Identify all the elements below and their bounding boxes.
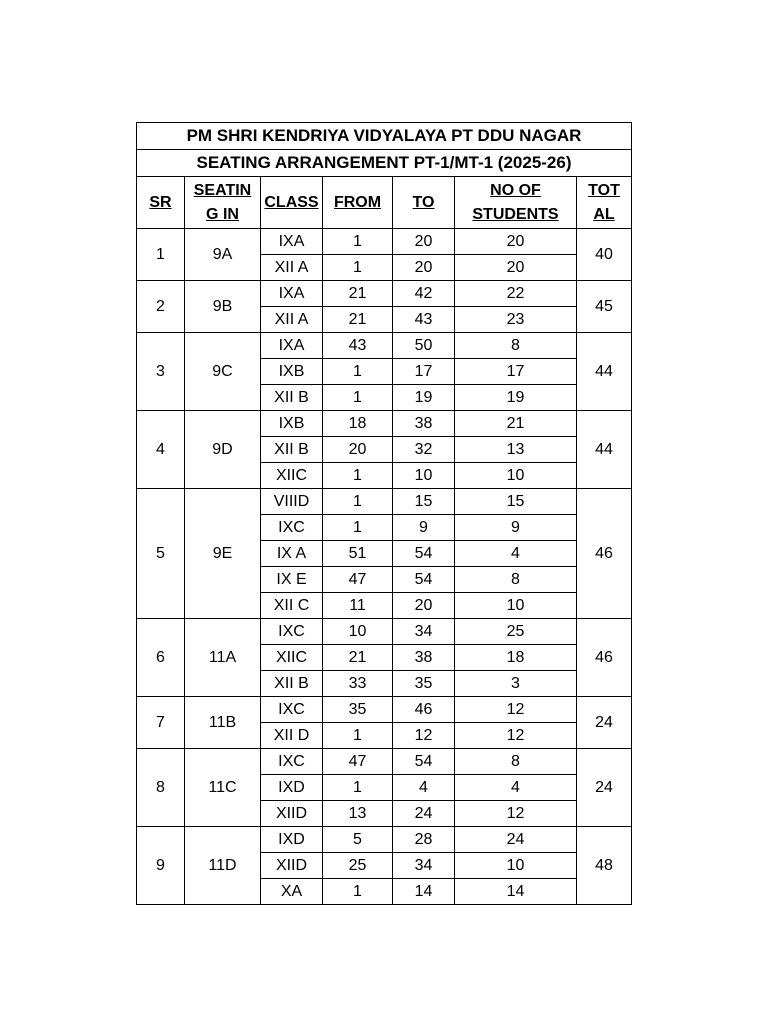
- class-cell: IXC: [261, 697, 323, 723]
- from-cell: 51: [323, 541, 393, 567]
- from-cell: 1: [323, 359, 393, 385]
- class-cell: XII A: [261, 307, 323, 333]
- to-cell: 9: [393, 515, 455, 541]
- class-cell: VIIID: [261, 489, 323, 515]
- class-cell: XII B: [261, 437, 323, 463]
- from-cell: 1: [323, 515, 393, 541]
- student-count-cell: 17: [455, 359, 577, 385]
- total-cell: 46: [577, 489, 632, 619]
- from-cell: 1: [323, 723, 393, 749]
- student-count-cell: 8: [455, 567, 577, 593]
- table-row: [137, 749, 632, 775]
- to-cell: 24: [393, 801, 455, 827]
- from-cell: 5: [323, 827, 393, 853]
- student-count-cell: 10: [455, 853, 577, 879]
- class-cell: XII B: [261, 385, 323, 411]
- table-row: [137, 827, 632, 853]
- class-cell: XII A: [261, 255, 323, 281]
- sr-cell: 1: [137, 229, 185, 281]
- total-cell: 48: [577, 827, 632, 905]
- header-from: FROM: [323, 177, 393, 229]
- to-cell: 32: [393, 437, 455, 463]
- from-cell: 13: [323, 801, 393, 827]
- from-cell: 1: [323, 879, 393, 905]
- total-cell: 45: [577, 281, 632, 333]
- title-row-2: [137, 150, 632, 177]
- to-cell: 50: [393, 333, 455, 359]
- from-cell: 11: [323, 593, 393, 619]
- to-cell: 12: [393, 723, 455, 749]
- from-cell: 10: [323, 619, 393, 645]
- to-cell: 10: [393, 463, 455, 489]
- from-cell: 1: [323, 489, 393, 515]
- header-row: [137, 177, 632, 229]
- sr-cell: 8: [137, 749, 185, 827]
- from-cell: 21: [323, 645, 393, 671]
- class-cell: IXC: [261, 749, 323, 775]
- room-cell: 11C: [185, 749, 261, 827]
- sr-cell: 7: [137, 697, 185, 749]
- table-row: [137, 489, 632, 515]
- header-seating-in: SEATIN G IN: [185, 177, 261, 229]
- student-count-cell: 3: [455, 671, 577, 697]
- to-cell: 20: [393, 255, 455, 281]
- class-cell: IXA: [261, 281, 323, 307]
- class-cell: IXB: [261, 359, 323, 385]
- class-cell: IXD: [261, 775, 323, 801]
- sr-cell: 5: [137, 489, 185, 619]
- class-cell: XII C: [261, 593, 323, 619]
- to-cell: 20: [393, 229, 455, 255]
- table-row: [137, 281, 632, 307]
- room-cell: 11B: [185, 697, 261, 749]
- from-cell: 47: [323, 749, 393, 775]
- table-row: [137, 697, 632, 723]
- student-count-cell: 23: [455, 307, 577, 333]
- sr-cell: 9: [137, 827, 185, 905]
- to-cell: 38: [393, 645, 455, 671]
- to-cell: 54: [393, 541, 455, 567]
- to-cell: 54: [393, 749, 455, 775]
- table-row: [137, 619, 632, 645]
- class-cell: IXB: [261, 411, 323, 437]
- total-cell: 46: [577, 619, 632, 697]
- total-cell: 24: [577, 697, 632, 749]
- from-cell: 1: [323, 255, 393, 281]
- table-row: [137, 229, 632, 255]
- from-cell: 47: [323, 567, 393, 593]
- header-sr: SR: [137, 177, 185, 229]
- student-count-cell: 20: [455, 255, 577, 281]
- to-cell: 28: [393, 827, 455, 853]
- student-count-cell: 12: [455, 723, 577, 749]
- class-cell: XA: [261, 879, 323, 905]
- to-cell: 46: [393, 697, 455, 723]
- student-count-cell: 14: [455, 879, 577, 905]
- student-count-cell: 12: [455, 697, 577, 723]
- to-cell: 4: [393, 775, 455, 801]
- from-cell: 1: [323, 463, 393, 489]
- room-cell: 9B: [185, 281, 261, 333]
- class-cell: IXA: [261, 229, 323, 255]
- room-cell: 9C: [185, 333, 261, 411]
- exam-title: SEATING ARRANGEMENT PT-1/MT-1 (2025-26): [137, 150, 632, 177]
- room-cell: 9D: [185, 411, 261, 489]
- title-row-1: [137, 123, 632, 150]
- from-cell: 1: [323, 775, 393, 801]
- room-cell: 9A: [185, 229, 261, 281]
- header-total: TOT AL: [577, 177, 632, 229]
- total-cell: 24: [577, 749, 632, 827]
- student-count-cell: 8: [455, 749, 577, 775]
- to-cell: 15: [393, 489, 455, 515]
- room-cell: 9E: [185, 489, 261, 619]
- to-cell: 19: [393, 385, 455, 411]
- from-cell: 1: [323, 229, 393, 255]
- class-cell: IX A: [261, 541, 323, 567]
- student-count-cell: 25: [455, 619, 577, 645]
- student-count-cell: 22: [455, 281, 577, 307]
- class-cell: IXC: [261, 515, 323, 541]
- total-cell: 44: [577, 411, 632, 489]
- from-cell: 21: [323, 281, 393, 307]
- total-cell: 40: [577, 229, 632, 281]
- header-no-of-students: NO OF STUDENTS: [455, 177, 577, 229]
- from-cell: 1: [323, 385, 393, 411]
- student-count-cell: 9: [455, 515, 577, 541]
- class-cell: IXC: [261, 619, 323, 645]
- class-cell: IXD: [261, 827, 323, 853]
- to-cell: 14: [393, 879, 455, 905]
- class-cell: XII D: [261, 723, 323, 749]
- class-cell: IX E: [261, 567, 323, 593]
- student-count-cell: 10: [455, 463, 577, 489]
- class-cell: XIIC: [261, 463, 323, 489]
- student-count-cell: 12: [455, 801, 577, 827]
- student-count-cell: 21: [455, 411, 577, 437]
- class-cell: XIIC: [261, 645, 323, 671]
- student-count-cell: 4: [455, 541, 577, 567]
- header-class: CLASS: [261, 177, 323, 229]
- table-row: [137, 333, 632, 359]
- room-cell: 11D: [185, 827, 261, 905]
- class-cell: XIID: [261, 801, 323, 827]
- student-count-cell: 10: [455, 593, 577, 619]
- table-body: [137, 229, 632, 905]
- student-count-cell: 13: [455, 437, 577, 463]
- to-cell: 17: [393, 359, 455, 385]
- to-cell: 42: [393, 281, 455, 307]
- sr-cell: 2: [137, 281, 185, 333]
- room-cell: 11A: [185, 619, 261, 697]
- class-cell: XIID: [261, 853, 323, 879]
- from-cell: 33: [323, 671, 393, 697]
- from-cell: 35: [323, 697, 393, 723]
- school-title: PM SHRI KENDRIYA VIDYALAYA PT DDU NAGAR: [137, 123, 632, 150]
- to-cell: 35: [393, 671, 455, 697]
- from-cell: 25: [323, 853, 393, 879]
- student-count-cell: 4: [455, 775, 577, 801]
- student-count-cell: 20: [455, 229, 577, 255]
- student-count-cell: 18: [455, 645, 577, 671]
- to-cell: 43: [393, 307, 455, 333]
- sr-cell: 6: [137, 619, 185, 697]
- from-cell: 21: [323, 307, 393, 333]
- header-to: TO: [393, 177, 455, 229]
- total-cell: 44: [577, 333, 632, 411]
- to-cell: 20: [393, 593, 455, 619]
- from-cell: 20: [323, 437, 393, 463]
- student-count-cell: 24: [455, 827, 577, 853]
- sr-cell: 4: [137, 411, 185, 489]
- from-cell: 18: [323, 411, 393, 437]
- seating-table: [136, 122, 632, 905]
- class-cell: XII B: [261, 671, 323, 697]
- to-cell: 38: [393, 411, 455, 437]
- sr-cell: 3: [137, 333, 185, 411]
- to-cell: 34: [393, 619, 455, 645]
- to-cell: 34: [393, 853, 455, 879]
- from-cell: 43: [323, 333, 393, 359]
- student-count-cell: 15: [455, 489, 577, 515]
- to-cell: 54: [393, 567, 455, 593]
- student-count-cell: 8: [455, 333, 577, 359]
- table-row: [137, 411, 632, 437]
- student-count-cell: 19: [455, 385, 577, 411]
- class-cell: IXA: [261, 333, 323, 359]
